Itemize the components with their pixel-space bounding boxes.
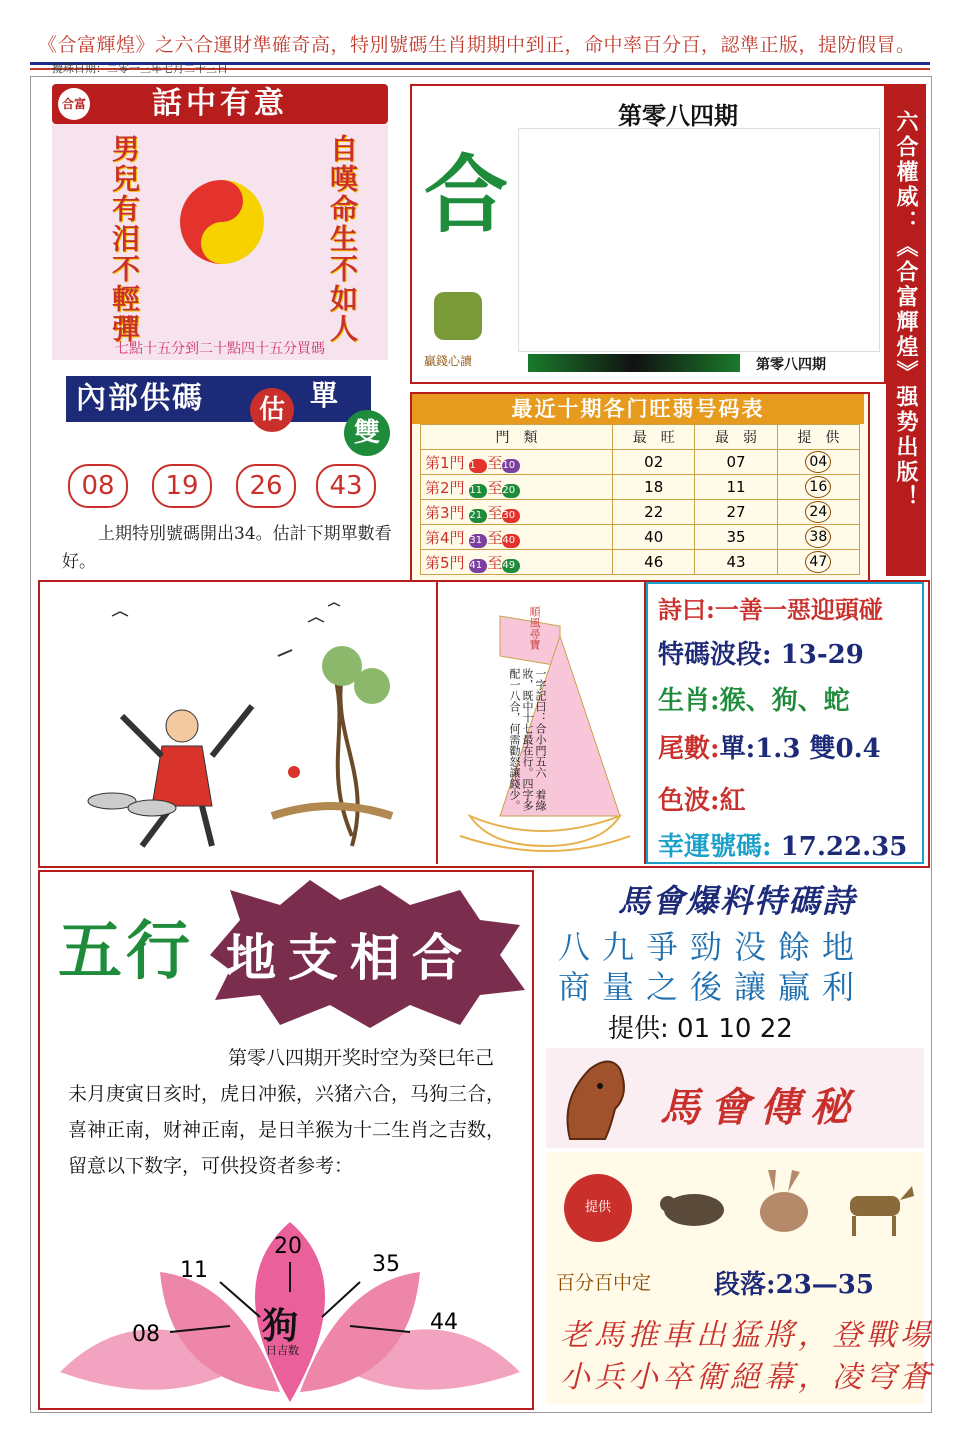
- range-to: 至: [487, 553, 503, 572]
- mahui-provide: 提供: 01 10 22: [608, 1014, 793, 1044]
- yinyang-icon: [180, 180, 264, 264]
- he-character: 合: [424, 146, 509, 244]
- tail-number-value: 單:1.3 雙0.4: [719, 734, 881, 764]
- wave-band-label: 特碼波段:: [658, 640, 772, 670]
- money-bag-icon: [434, 292, 482, 340]
- range-to: 至: [487, 478, 503, 497]
- table-row: [421, 525, 860, 550]
- provide-cell: [777, 550, 859, 575]
- right-poem: 自嘆命生不如人: [326, 134, 359, 344]
- wuxing-title: 五行: [58, 914, 194, 989]
- blank-panel: [518, 128, 880, 352]
- max-cell: 40: [613, 525, 695, 550]
- min-cell: 07: [695, 450, 777, 475]
- max-cell: 18: [613, 475, 695, 500]
- color-wave-value: 紅: [719, 786, 746, 816]
- range-start: 11: [469, 484, 487, 498]
- issue-small: 第零八四期: [756, 357, 826, 373]
- lotus-zodiac: 狗: [262, 1305, 299, 1347]
- dizhi-title: 地支相合: [226, 928, 474, 987]
- door-cell: [421, 550, 613, 575]
- range-start: 21: [469, 509, 487, 523]
- tail-number-label: 尾數:: [658, 734, 720, 764]
- issue-bar: [528, 354, 740, 372]
- lucky-value: 17.22.35: [780, 832, 908, 862]
- mahui-verse: 小兵小卒衛絕幕，凌穹蒼: [560, 1360, 934, 1395]
- pick-number: 43: [316, 464, 376, 508]
- wave-band: [658, 634, 864, 671]
- door-cell: [421, 500, 613, 525]
- issue-title: 第零八四期: [618, 101, 738, 130]
- even-badge: 雙: [344, 410, 390, 456]
- range-end: 40: [502, 534, 520, 548]
- table-header: 最 旺: [613, 425, 695, 450]
- max-cell: 46: [613, 550, 695, 575]
- table-row: [421, 450, 860, 475]
- zodiac-value: 猴、狗、蛇: [719, 686, 850, 716]
- odd-label: 單: [310, 379, 339, 412]
- segment-range: 段落:23—35: [714, 1270, 874, 1300]
- mahui-poem-line: 商量之後讓贏利: [558, 968, 867, 1006]
- zodiac: [658, 680, 850, 717]
- zodiac-label: 生肖:: [658, 686, 720, 716]
- max-cell: 22: [613, 500, 695, 525]
- min-cell: 43: [695, 550, 777, 575]
- provide-cell: [777, 500, 859, 525]
- provide-number: 16: [805, 476, 831, 498]
- door-cell: [421, 525, 613, 550]
- door-label: 第4門: [425, 528, 465, 547]
- provide-cell: [777, 450, 859, 475]
- mahui-verse: 老馬推車出猛將，登戰場: [560, 1318, 934, 1353]
- lucky-label: 幸運號碼:: [658, 832, 772, 862]
- left-poem: 男兒有泪不輕彈: [108, 134, 141, 344]
- huazhong-banner: [52, 84, 388, 124]
- range-to: 至: [487, 528, 503, 547]
- provide-number: 24: [805, 501, 831, 523]
- sail-verse: 一字記曰：合小門五六 着綠妝，既中十七最在行。四字多配一八合，何需勸怒讓錢少。: [508, 668, 547, 811]
- kite-boy-illustration: [42, 586, 434, 860]
- win-read-label: 贏錢心讀: [424, 354, 473, 368]
- range-end: 30: [502, 509, 520, 523]
- min-cell: 27: [695, 500, 777, 525]
- tail-number: [658, 728, 881, 765]
- neibu-title: 內部供碼: [76, 381, 204, 416]
- lotus-number: 44: [430, 1310, 458, 1335]
- range-to: 至: [487, 503, 503, 522]
- mahui-secret-title: 馬會傳秘: [660, 1084, 860, 1131]
- table-header: 最 弱: [695, 425, 777, 450]
- mahui-poem-line: 八九爭勁没餘地: [558, 928, 867, 966]
- lotus-number: 11: [180, 1258, 208, 1283]
- lucky-numbers: [658, 826, 907, 863]
- range-start: 31: [469, 534, 487, 548]
- zodiac-animals-illustration: [654, 1170, 914, 1240]
- pick-number: 08: [68, 464, 128, 508]
- door-label: 第1門: [425, 453, 465, 472]
- provide-cell: [777, 475, 859, 500]
- wuxing-text: 第零八四期开奖时空为癸巳年己未月庚寅日亥时，虎日冲猴，兴猪六合，马狗三合，喜神正南，财神正南，是日羊猴为十二生肖之吉数，留意以下数字，可供投资者参考：: [68, 1047, 506, 1177]
- range-start: 41: [469, 559, 487, 573]
- lotus-number: 08: [132, 1322, 160, 1347]
- range-to: 至: [487, 453, 503, 472]
- door-cell: [421, 450, 613, 475]
- provide-number: 47: [805, 551, 831, 573]
- pick-number: 19: [152, 464, 212, 508]
- table-header: 門 類: [421, 425, 613, 450]
- color-wave: [658, 780, 746, 817]
- range-end: 49: [502, 559, 520, 573]
- lotus-number: 35: [372, 1252, 400, 1277]
- provide-number: 04: [805, 451, 831, 473]
- min-cell: 35: [695, 525, 777, 550]
- header-slogan: 《合富輝煌》之六合運財準確奇高，特別號碼生肖期期中到正，命中率百分百，認準正版，提防假冒。: [38, 34, 916, 56]
- divider: [436, 582, 438, 864]
- door-table: [420, 424, 860, 575]
- door-label: 第2門: [425, 478, 465, 497]
- sail-flag: 順風尋寶: [528, 606, 541, 650]
- min-cell: 11: [695, 475, 777, 500]
- lotus-sub: 日吉数: [266, 1344, 299, 1357]
- huazhong-title: 話中有意: [152, 86, 288, 121]
- color-wave-label: 色波:: [658, 786, 720, 816]
- table-row: [421, 500, 860, 525]
- table-row: [421, 550, 860, 575]
- buy-time-note: 七點十五分到二十點四十五分買碼: [115, 341, 325, 357]
- last-draw-note: 上期特別號碼開出34。估計下期單數看好。: [62, 524, 392, 572]
- provide-number: 38: [805, 526, 831, 548]
- side-banner-text: 六合權威：《合富輝煌》强势出版！: [893, 110, 919, 510]
- door-table-title: 最近十期各门旺弱号码表: [412, 394, 864, 424]
- table-row: [421, 475, 860, 500]
- horse-head-icon: [550, 1054, 640, 1144]
- range-end: 20: [502, 484, 520, 498]
- percent-label: 百分百中定: [556, 1272, 652, 1294]
- max-cell: 02: [613, 450, 695, 475]
- range-start: 1: [469, 459, 487, 473]
- range-end: 10: [502, 459, 520, 473]
- door-cell: [421, 475, 613, 500]
- mahui-title: 馬會爆料特碼詩: [617, 882, 856, 920]
- provider-seal: 提供: [564, 1174, 632, 1242]
- table-header: 提 供: [777, 425, 859, 450]
- provide-cell: [777, 525, 859, 550]
- poem-line: 詩曰:一善一惡迎頭碰: [658, 595, 883, 624]
- pick-number: 26: [236, 464, 296, 508]
- wave-band-value: 13-29: [780, 640, 864, 670]
- door-label: 第3門: [425, 503, 465, 522]
- draw-date: 攪珠日期：二零一三年七月二十三日: [52, 62, 228, 75]
- guess-badge: 估: [250, 388, 294, 432]
- lotus-number: 20: [274, 1234, 302, 1259]
- brand-logo-icon: 合富: [58, 88, 90, 120]
- door-label: 第5門: [425, 553, 465, 572]
